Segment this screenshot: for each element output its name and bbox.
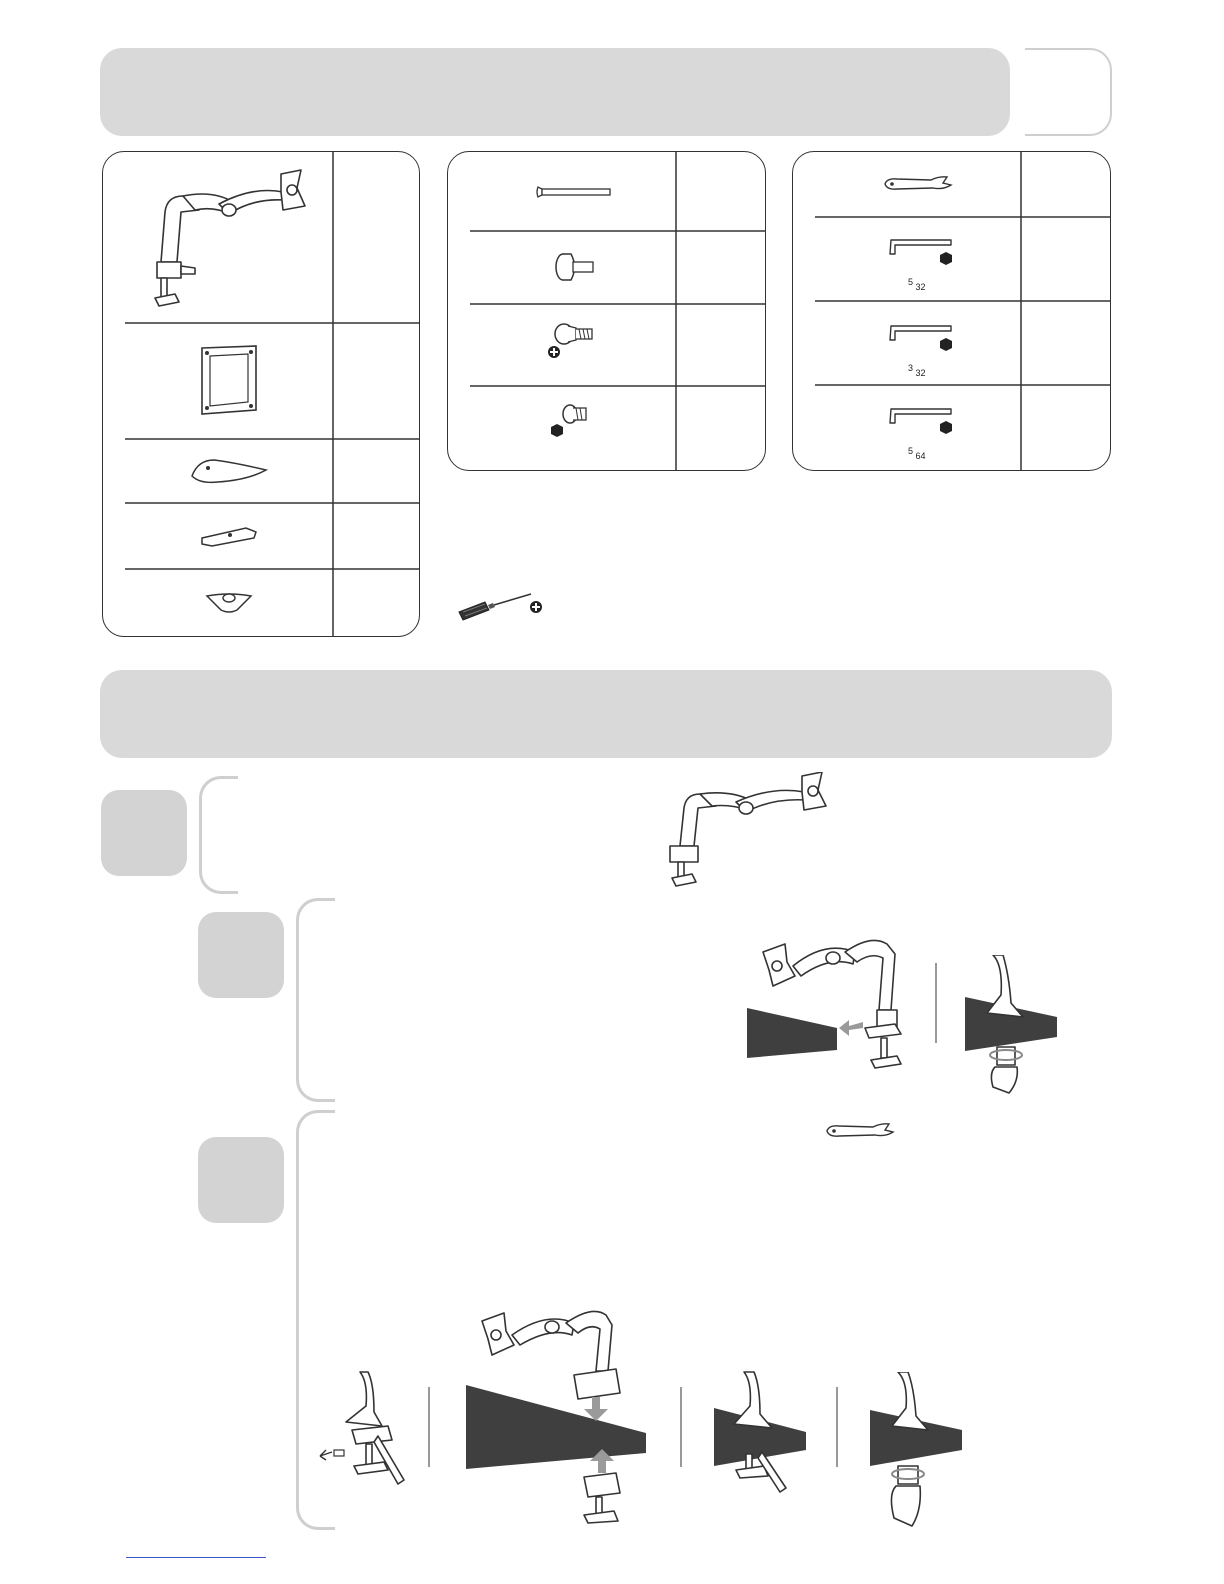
- step-1-bracket: [199, 776, 238, 894]
- step-3-badge: [198, 1137, 284, 1223]
- step-2-clamp-illustration: [745, 930, 935, 1070]
- installation-header-banner: [100, 670, 1112, 758]
- monitor-arm-icon: [662, 772, 842, 890]
- hex-key-size-2: [908, 363, 926, 378]
- wrench-icon: [823, 1120, 899, 1142]
- parts-header-banner: [100, 48, 1010, 136]
- step-2-badge: [198, 912, 284, 998]
- hex-key-size-numerator: 5: [908, 446, 914, 456]
- step-2-tighten-illustration: [963, 955, 1063, 1095]
- pad-plate-icon: [198, 522, 260, 550]
- page-number-tab: [1025, 48, 1112, 136]
- hex-key-icon: [885, 405, 959, 435]
- illustration-divider: [428, 1387, 430, 1467]
- hex-key-size-denominator: 64: [915, 451, 926, 461]
- illustration-divider: [935, 963, 937, 1043]
- hex-key-size-3: [908, 446, 926, 461]
- screwdriver-icon: [455, 590, 547, 624]
- phillips-screw-icon: [546, 320, 608, 364]
- hex-key-size-denominator: 32: [915, 368, 926, 378]
- monitor-arm-icon: [133, 162, 313, 312]
- step-3-mount-illustration: [466, 1305, 650, 1525]
- thumb-screw-icon: [551, 250, 601, 284]
- step-2-bracket: [296, 898, 335, 1102]
- parts-box-b: [447, 151, 766, 471]
- hex-key-size-numerator: 5: [908, 277, 914, 287]
- clamp-plate-icon: [188, 454, 270, 486]
- step-3-remove-screw-illustration: [316, 1370, 416, 1494]
- illustration-divider: [680, 1387, 682, 1467]
- parts-box-a: [102, 151, 420, 637]
- step-1-badge: [101, 790, 187, 876]
- wrench-icon: [881, 174, 955, 194]
- wing-knob-icon: [203, 586, 255, 616]
- hex-key-size-denominator: 32: [915, 282, 926, 292]
- hex-key-icon: [885, 322, 959, 352]
- vesa-plate-icon: [198, 344, 260, 416]
- hex-screw-icon: [548, 400, 596, 446]
- long-bolt-icon: [536, 185, 614, 199]
- footnote-rule: [126, 1557, 266, 1558]
- hex-key-icon: [885, 236, 959, 266]
- parts-box-c: [792, 151, 1111, 471]
- hex-key-size-1: [908, 277, 926, 292]
- hex-key-size-numerator: 3: [908, 363, 914, 373]
- step-3-tighten-illustration: [868, 1372, 968, 1528]
- step-3-attach-illustration: [712, 1370, 812, 1496]
- illustration-divider: [836, 1387, 838, 1467]
